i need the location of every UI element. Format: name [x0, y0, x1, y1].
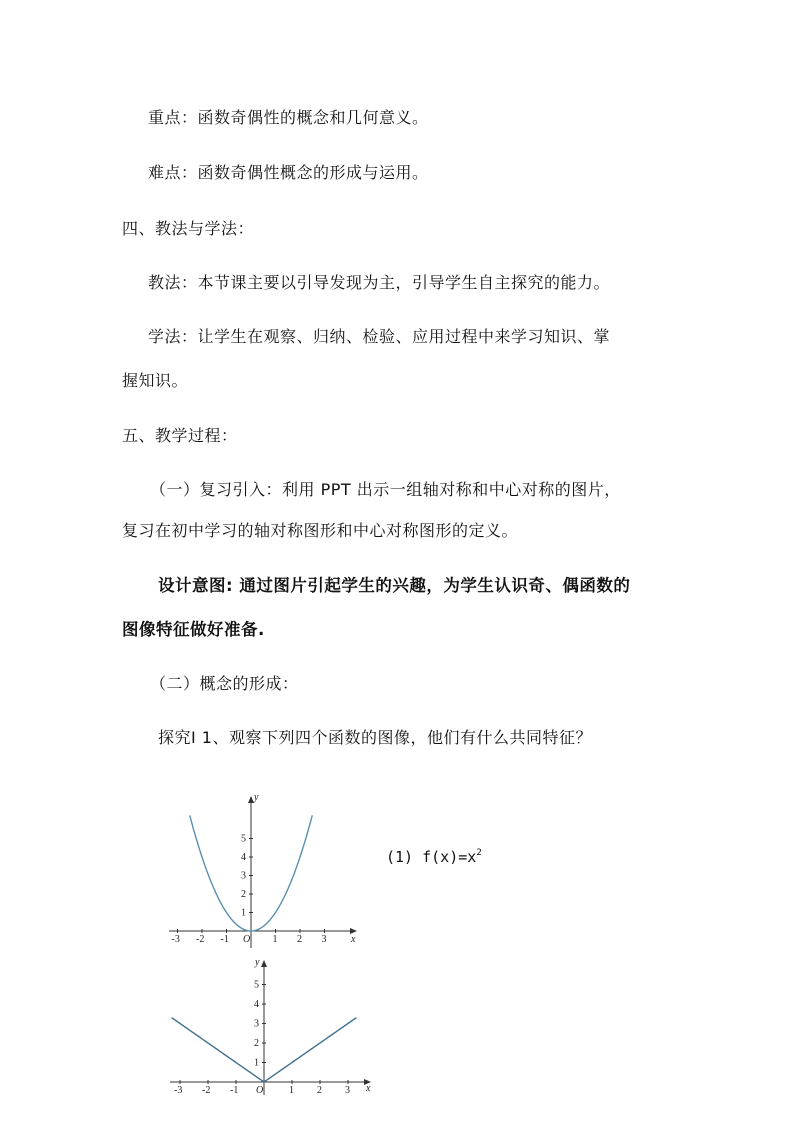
teaching-method-line: 教法：本节课主要以引导发现为主，引导学生自主探究的能力。 [148, 273, 611, 292]
g1-x-tick-label: -2 [196, 934, 205, 945]
graph2-abs-plot [168, 957, 378, 1097]
graph2-x-label: x [366, 1083, 371, 1094]
g2-y-tick-label: 4 [254, 999, 259, 1010]
graph1-x-label: x [351, 934, 356, 945]
learning-method-cont: 握知识。 [122, 371, 189, 390]
g2-x-tick-label: -2 [202, 1085, 211, 1096]
g2-y-tick-label: 5 [254, 979, 259, 991]
g1-x-tick-label: -1 [220, 934, 229, 945]
g2-y-tick-label: 1 [254, 1057, 259, 1069]
g1-y-tick-label: 1 [241, 907, 246, 919]
g1-y-tick-label: 4 [241, 852, 246, 863]
graph1-origin-label: O [243, 934, 251, 945]
graph2-origin-label: O [256, 1085, 264, 1096]
g1-y-tick-label: 2 [241, 889, 246, 900]
g2-x-tick-label: -3 [174, 1085, 183, 1096]
graph1-y-label: y [254, 792, 259, 803]
g2-y-tick-label: 3 [254, 1018, 259, 1030]
g1-x-tick-label: -3 [171, 934, 180, 945]
section-four-heading: 四、教法与学法： [122, 219, 255, 238]
graph1-caption [386, 848, 482, 866]
g1-y-tick-label: 5 [241, 833, 246, 845]
g2-y-tick-label: 2 [254, 1038, 259, 1049]
g2-x-tick-label: -1 [230, 1085, 239, 1096]
graph1-caption-text: (1) f(x)=x [386, 848, 477, 866]
graph2-y-label: y [255, 957, 260, 968]
g1-x-tick-label: 1 [272, 934, 278, 945]
review-intro-line: （一）复习引入：利用 PPT 出示一组轴对称和中心对称的图片， [150, 480, 621, 499]
g2-x-tick-label: 1 [289, 1085, 294, 1096]
g2-x-tick-label: 3 [345, 1085, 350, 1096]
key-point-line: 重点：函数奇偶性的概念和几何意义。 [148, 108, 429, 127]
design-intent-cont: 图像特征做好准备. [122, 620, 265, 639]
graph2-y-arrow [261, 960, 267, 967]
review-intro-cont: 复习在初中学习的轴对称图形和中心对称图形的定义。 [122, 521, 519, 540]
section-five-heading: 五、教学过程： [122, 426, 238, 445]
graph1-caption-exponent: 2 [476, 848, 482, 858]
g1-y-tick-label: 3 [241, 870, 246, 882]
g1-x-tick-label: 2 [297, 934, 302, 945]
graph1-parabola-plot [165, 790, 365, 950]
concept-formation-heading: （二）概念的形成： [150, 674, 299, 693]
design-intent-line: 设计意图: 通过图片引起学生的兴趣，为学生认识奇、偶函数的 [158, 576, 631, 595]
difficulty-line: 难点：函数奇偶性概念的形成与运用。 [148, 163, 429, 182]
learning-method-line: 学法：让学生在观察、归纳、检验、应用过程中来学习知识、掌 [148, 327, 611, 346]
g1-x-tick-label: 3 [321, 934, 327, 945]
exploration-question: 探究Ⅰ 1、观察下列四个函数的图像，他们有什么共同特征？ [158, 728, 592, 747]
g2-x-tick-label: 2 [317, 1085, 322, 1096]
